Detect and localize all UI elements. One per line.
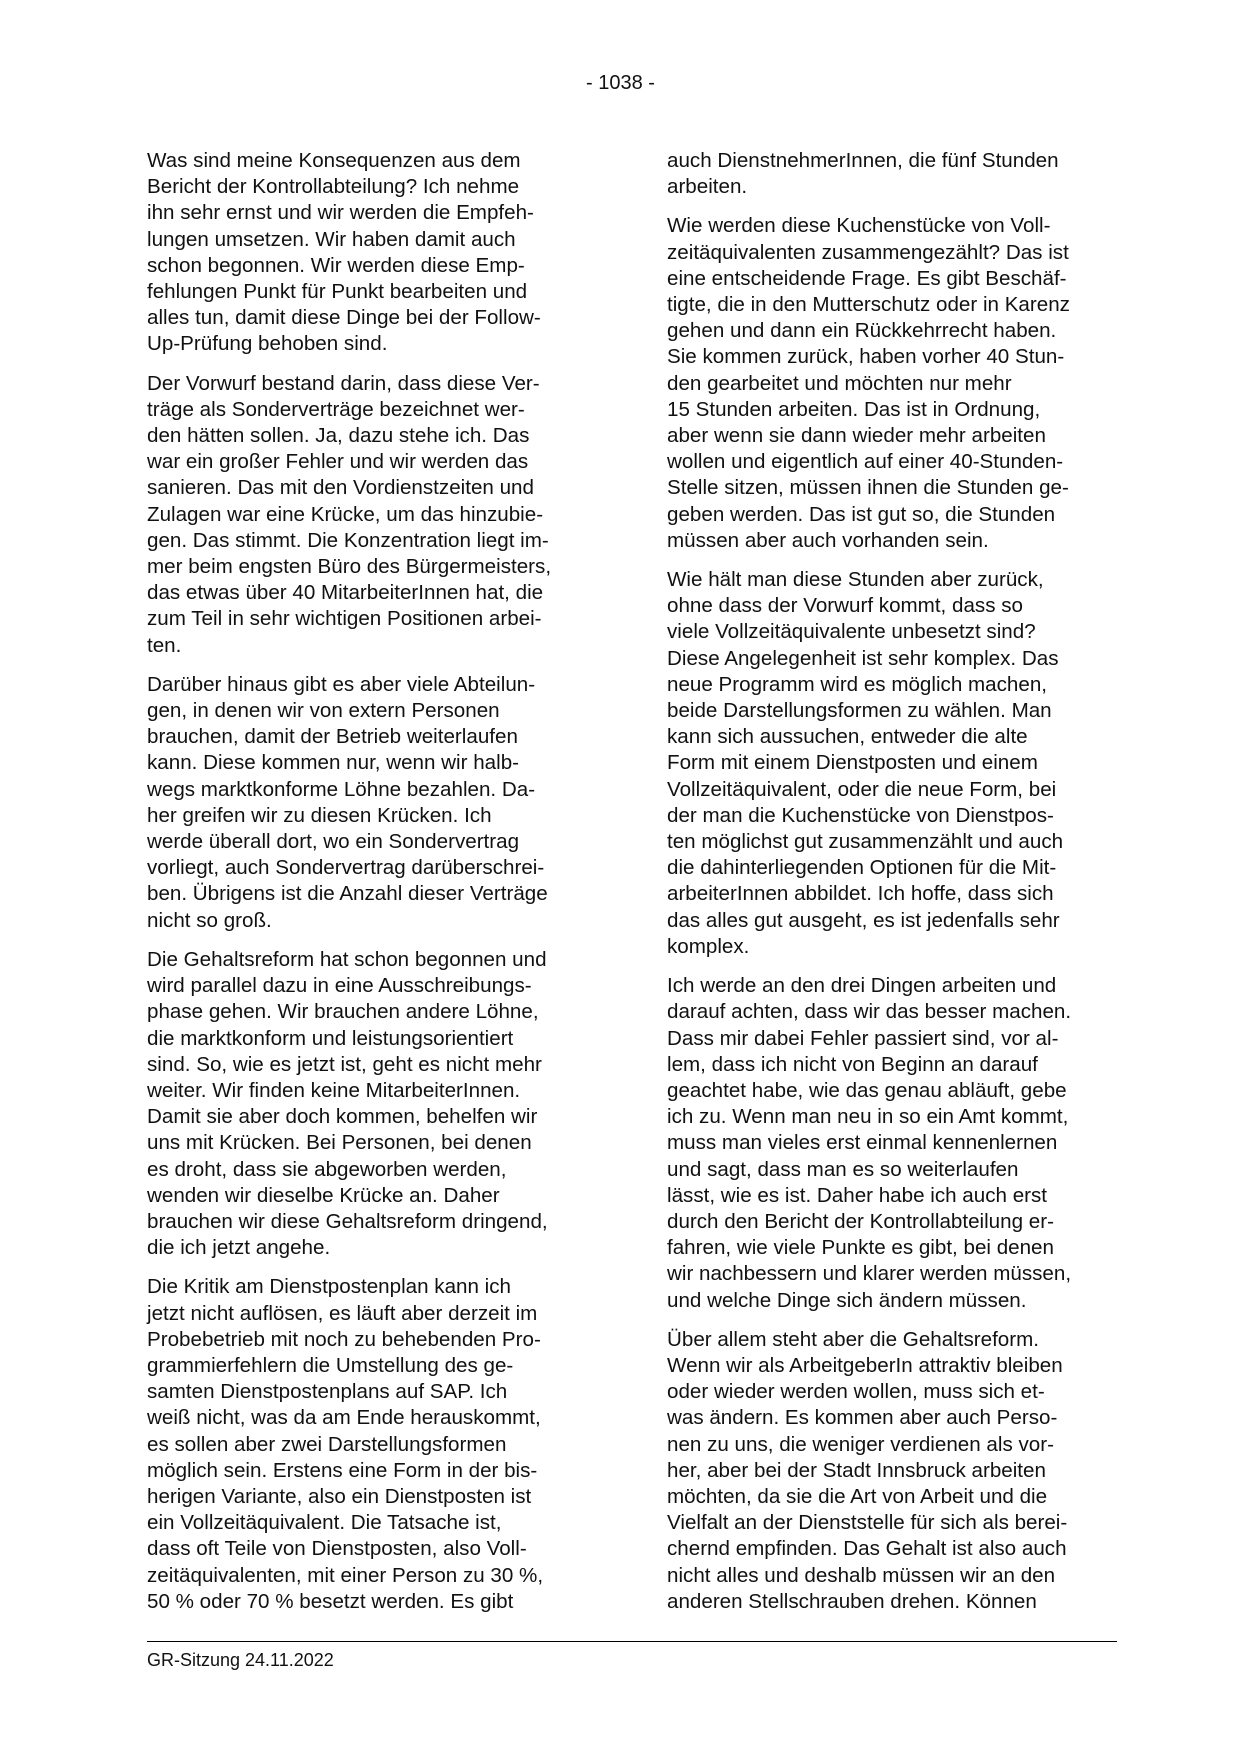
text-line: wegs marktkonforme Löhne bezahlen. Da- bbox=[147, 777, 536, 801]
page-number: - 1038 - bbox=[586, 72, 655, 94]
text-line: phase gehen. Wir brauchen andere Löhne, bbox=[147, 1000, 539, 1024]
text-line: darauf achten, dass wir das besser machen. bbox=[667, 1000, 1072, 1024]
paragraph bbox=[147, 947, 599, 1261]
text-line: und welche Dinge sich ändern müssen. bbox=[667, 1288, 1027, 1312]
text-line: Der Vorwurf bestand darin, dass diese Ver- bbox=[147, 371, 540, 395]
text-line: her, aber bei der Stadt Innsbruck arbeiten bbox=[667, 1458, 1046, 1482]
text-line: zeitäquivalenten, mit einer Person zu 30 %, bbox=[147, 1563, 544, 1587]
text-line: gen, in denen wir von extern Personen bbox=[147, 699, 500, 723]
text-line: Damit sie aber doch kommen, behelfen wir bbox=[147, 1105, 538, 1129]
text-line: was ändern. Es kommen aber auch Perso- bbox=[667, 1406, 1058, 1430]
text-line: geachtet habe, wie das genau abläuft, gebe bbox=[667, 1078, 1067, 1102]
text-line: Wie werden diese Kuchenstücke von Voll- bbox=[667, 214, 1051, 238]
text-line: alles tun, damit diese Dinge bei der Follow- bbox=[147, 306, 541, 330]
text-line: Sie kommen zurück, haben vorher 40 Stun- bbox=[667, 345, 1065, 369]
text-line: wollen und eigentlich auf einer 40-Stunden- bbox=[667, 450, 1064, 474]
text-line: brauchen, damit der Betrieb weiterlaufen bbox=[147, 725, 518, 749]
text-line: lässt, wie es ist. Daher habe ich auch erst bbox=[667, 1183, 1048, 1207]
text-line: wir nachbessern und klarer werden müssen, bbox=[667, 1262, 1072, 1286]
text-line: der man die Kuchenstücke von Dienstpos- bbox=[667, 803, 1054, 827]
text-line: wird parallel dazu in eine Ausschreibungs- bbox=[147, 974, 532, 998]
paragraph bbox=[667, 148, 1119, 200]
text-line: aber wenn sie dann wieder mehr arbeiten bbox=[667, 424, 1046, 448]
text-line: sind. So, wie es jetzt ist, geht es nicht mehr bbox=[147, 1052, 542, 1076]
text-line: nicht alles und deshalb müssen wir an den bbox=[667, 1563, 1056, 1587]
text-line: weiß nicht, was da am Ende herauskommt, bbox=[147, 1406, 541, 1430]
text-line: ihn sehr ernst und wir werden die Empfeh- bbox=[147, 201, 534, 225]
text-line: werde überall dort, wo ein Sondervertrag bbox=[147, 830, 520, 854]
text-line: das alles gut ausgeht, es ist jedenfalls sehr bbox=[667, 908, 1060, 932]
left-column bbox=[147, 148, 599, 1628]
text-line: ten. bbox=[147, 633, 182, 657]
text-line: zeitäquivalenten zusammengezählt? Das ist bbox=[667, 240, 1069, 264]
text-line: nicht so groß. bbox=[147, 908, 272, 932]
text-line: arbeiterInnen abbildet. Ich hoffe, dass sich bbox=[667, 882, 1054, 906]
text-line: Ich werde an den drei Dingen arbeiten und bbox=[667, 974, 1057, 998]
text-line: lungen umsetzen. Wir haben damit auch bbox=[147, 227, 516, 251]
text-line: uns mit Krücken. Bei Personen, bei denen bbox=[147, 1131, 532, 1155]
text-line: weiter. Wir finden keine MitarbeiterInnen. bbox=[147, 1078, 521, 1102]
text-line: war ein großer Fehler und wir werden das bbox=[147, 450, 529, 474]
text-line: Wenn wir als ArbeitgeberIn attraktiv bleiben bbox=[667, 1353, 1063, 1377]
text-line: kann. Diese kommen nur, wenn wir halb- bbox=[147, 751, 520, 775]
text-line: möglich sein. Erstens eine Form in der bis- bbox=[147, 1458, 538, 1482]
text-line: Zulagen war eine Krücke, um das hinzubie- bbox=[147, 502, 544, 526]
text-line: Über allem steht aber die Gehaltsreform. bbox=[667, 1327, 1039, 1351]
text-line: 50 % oder 70 % besetzt werden. Es gibt bbox=[147, 1589, 514, 1613]
text-line: samten Dienstpostenplans auf SAP. Ich bbox=[147, 1380, 508, 1404]
footer-text: GR-Sitzung 24.11.2022 bbox=[147, 1650, 334, 1670]
text-line: fehlungen Punkt für Punkt bearbeiten und bbox=[147, 280, 528, 304]
text-line: müssen aber auch vorhanden sein. bbox=[667, 528, 989, 552]
text-line: möchten, da sie die Art von Arbeit und die bbox=[667, 1484, 1048, 1508]
text-line: träge als Sonderverträge bezeichnet wer- bbox=[147, 397, 525, 421]
text-line: auch DienstnehmerInnen, die fünf Stunden bbox=[667, 149, 1059, 172]
text-line: Form mit einem Dienstposten und einem bbox=[667, 751, 1038, 775]
text-line: Stelle sitzen, müssen ihnen die Stunden ge- bbox=[667, 476, 1069, 500]
paragraph bbox=[147, 1274, 599, 1615]
text-line: ich zu. Wenn man neu in so ein Amt kommt, bbox=[667, 1105, 1069, 1129]
text-line: Dass mir dabei Fehler passiert sind, vor al- bbox=[667, 1026, 1059, 1050]
text-line: Vollzeitäquivalent, oder die neue Form, bei bbox=[667, 777, 1057, 801]
right-column bbox=[667, 148, 1119, 1628]
text-line: arbeiten. bbox=[667, 175, 748, 199]
text-line: herigen Variante, also ein Dienstposten ist bbox=[147, 1484, 532, 1508]
text-line: Bericht der Kontrollabteilung? Ich nehme bbox=[147, 175, 520, 199]
paragraph bbox=[147, 148, 599, 358]
text-line: jetzt nicht auflösen, es läuft aber derzeit im bbox=[147, 1301, 538, 1325]
text-line: nen zu uns, die weniger verdienen als vor- bbox=[667, 1432, 1054, 1456]
text-line: gehen und dann ein Rückkehrrecht haben. bbox=[667, 319, 1057, 343]
text-line: Wie hält man diese Stunden aber zurück, bbox=[667, 568, 1044, 592]
paragraph bbox=[147, 672, 599, 934]
text-line: beide Darstellungsformen zu wählen. Man bbox=[667, 699, 1052, 723]
text-line: die marktkonform und leistungsorientiert bbox=[147, 1026, 514, 1050]
text-line: her greifen wir zu diesen Krücken. Ich bbox=[147, 803, 492, 827]
text-line: geben werden. Das ist gut so, die Stunden bbox=[667, 502, 1056, 526]
text-line: ein Vollzeitäquivalent. Die Tatsache ist, bbox=[147, 1511, 502, 1535]
text-line: ten möglichst gut zusammenzählt und auch bbox=[667, 830, 1064, 854]
text-line: sanieren. Das mit den Vordienstzeiten und bbox=[147, 476, 534, 500]
paragraph bbox=[147, 371, 599, 659]
text-line: viele Vollzeitäquivalente unbesetzt sind? bbox=[667, 620, 1036, 644]
text-line: muss man vieles erst einmal kennenlernen bbox=[667, 1131, 1058, 1155]
text-line: fahren, wie viele Punkte es gibt, bei denen bbox=[667, 1236, 1054, 1260]
text-line: den hätten sollen. Ja, dazu stehe ich. Das bbox=[147, 424, 530, 448]
text-line: grammierfehlern die Umstellung des ge- bbox=[147, 1353, 514, 1377]
text-line: durch den Bericht der Kontrollabteilung er- bbox=[667, 1209, 1054, 1233]
text-line: anderen Stellschrauben drehen. Können bbox=[667, 1589, 1037, 1613]
text-line: Die Gehaltsreform hat schon begonnen und bbox=[147, 947, 547, 971]
text-line: kann sich aussuchen, entweder die alte bbox=[667, 725, 1028, 749]
text-line: die ich jetzt angehe. bbox=[147, 1236, 331, 1260]
text-line: Probebetrieb mit noch zu behebenden Pro- bbox=[147, 1327, 541, 1351]
text-line: gen. Das stimmt. Die Konzentration liegt im- bbox=[147, 528, 549, 552]
text-line: den gearbeitet und möchten nur mehr bbox=[667, 371, 1012, 395]
text-line: chernd empfinden. Das Gehalt ist also auch bbox=[667, 1537, 1067, 1561]
text-line: tigte, die in den Mutterschutz oder in Karenz bbox=[667, 293, 1070, 317]
text-line: es sollen aber zwei Darstellungsformen bbox=[147, 1432, 507, 1456]
text-line: und sagt, dass man es so weiterlaufen bbox=[667, 1157, 1019, 1181]
text-line: schon begonnen. Wir werden diese Emp- bbox=[147, 253, 525, 277]
text-line: lem, dass ich nicht von Beginn an darauf bbox=[667, 1052, 1038, 1076]
footer-divider bbox=[147, 1641, 1117, 1642]
text-line: eine entscheidende Frage. Es gibt Beschäf- bbox=[667, 266, 1067, 290]
text-line: es droht, dass sie abgeworben werden, bbox=[147, 1157, 507, 1181]
text-line: Diese Angelegenheit ist sehr komplex. Das bbox=[667, 646, 1059, 670]
text-line: Die Kritik am Dienstpostenplan kann ich bbox=[147, 1275, 512, 1299]
text-line: neue Programm wird es möglich machen, bbox=[667, 672, 1047, 696]
text-line: wenden wir dieselbe Krücke an. Daher bbox=[147, 1183, 500, 1207]
text-line: dass oft Teile von Dienstposten, also Voll- bbox=[147, 1537, 527, 1561]
text-line: komplex. bbox=[667, 934, 750, 958]
paragraph bbox=[667, 1327, 1119, 1615]
text-line: ben. Übrigens ist die Anzahl dieser Verträge bbox=[147, 882, 548, 906]
text-line: das etwas über 40 MitarbeiterInnen hat, die bbox=[147, 581, 544, 605]
paragraph bbox=[667, 213, 1119, 554]
paragraph bbox=[667, 567, 1119, 960]
text-line: zum Teil in sehr wichtigen Positionen arbei- bbox=[147, 607, 542, 631]
text-line: oder wieder werden wollen, muss sich et- bbox=[667, 1380, 1045, 1404]
text-line: vorliegt, auch Sondervertrag darüberschrei- bbox=[147, 856, 545, 880]
text-line: 15 Stunden arbeiten. Das ist in Ordnung, bbox=[667, 397, 1041, 421]
text-line: die dahinterliegenden Optionen für die Mit- bbox=[667, 856, 1057, 880]
text-line: brauchen wir diese Gehaltsreform dringend, bbox=[147, 1209, 548, 1233]
text-line: mer beim engsten Büro des Bürgermeisters, bbox=[147, 555, 552, 579]
text-line: Vielfalt an der Dienststelle für sich als berei- bbox=[667, 1511, 1068, 1535]
text-line: Darüber hinaus gibt es aber viele Abteilun- bbox=[147, 672, 536, 696]
text-line: Up-Prüfung behoben sind. bbox=[147, 332, 388, 356]
paragraph bbox=[667, 973, 1119, 1314]
text-line: Was sind meine Konsequenzen aus dem bbox=[147, 149, 521, 172]
text-line: ohne dass der Vorwurf kommt, dass so bbox=[667, 594, 1023, 618]
